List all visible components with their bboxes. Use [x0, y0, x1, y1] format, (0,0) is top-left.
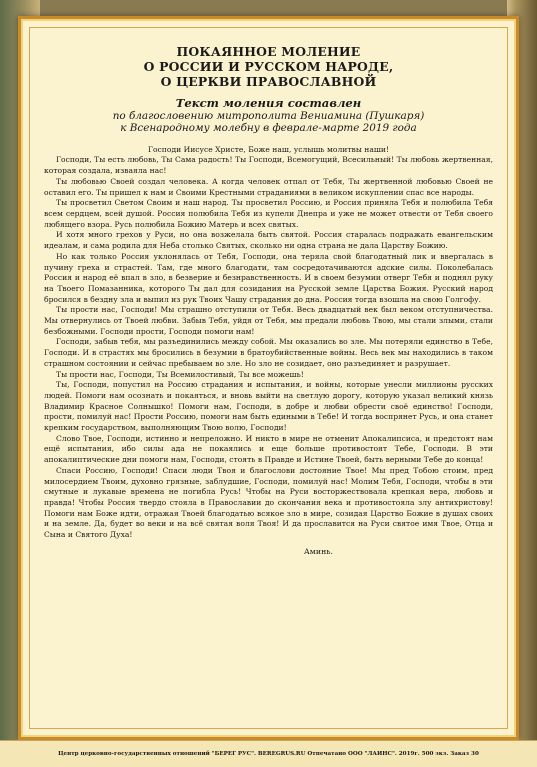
prayer-paragraph: Господи Иисусе Христе, Боже наш, услышь молитвы наши!: [147, 144, 390, 154]
subtitle-line-1: Текст моления составлен: [175, 96, 362, 110]
subtitle-line-2: по благословению митрополита Вениамина (Пушкаря): [112, 109, 425, 122]
title-line-3: О ЦЕРКВИ ПРАВОСЛАВНОЙ: [160, 74, 377, 89]
prayer-paragraph: И хотя много грехов у Руси, но она возжелала быть святой. Россия старалась подражать евангельским идеалам, и сама родила для Неба столько Святых, сколько ни одна страна не дала Царству Божию.: [44, 230, 493, 251]
document-frame: [18, 16, 519, 740]
subtitle-line-3: к Всенародному молебну в феврале-марте 2019 года: [120, 122, 417, 135]
prayer-paragraph: Ты, Господи, попустил на Россию страдания и испытания, и войны, которые унесли миллионы русских людей. Помоги нам осознать и покаяться, и вновь выйти на светлую дорогу, которую указал великий князь Владимир Красное Солнышко! Помоги нам, Господи, в добре и любви обрести своё единство! Господи, прости, помилуй нас! Прости Россию, помоги нам быть едиными в Тебе! И тогда воспрянет Русь, и она станет крепким государством, выполняющим Твою волю, Господи!: [44, 380, 493, 433]
prayer-paragraph: Спаси Россию, Господи! Спаси люди Твоя и благослови достояние Твое! Мы пред Тобою стоим, пред милосердием Твоим, духовно грязные, заблудшие, Господи, помилуй нас! Молим Тебя, Господи, чтобы в эти смутные и лукавые времена не погибла Русь! Чтобы на Руси восторжествовала крепкая вера, любовь и правда! Чтобы Россия твердо стояла в Православии до скончания века и противостояла злу антихристову! Помоги нам Боже идти, отражая Твоей благодатью всякое зло в мире, созидая Царство Божие в душах своих и на земле. Да, будет во веки и на всё святая воля Твоя! И да прославится на Руси святое имя Твое, Отца и Сына и Святого Духа!: [44, 465, 493, 540]
document-content: [29, 27, 508, 729]
prayer-paragraph: Господи, забыв тебя, мы разъединились между собой. Мы оказались во зле. Мы потеряли единство в Тебе, Господи. И в страстях мы бросились в безумии в братоубийственные войны. Весь век мы находились в таком страшном состоянии и сейчас пребываем во зле. Но зло не созидает, оно разъединяет и разрушает.: [44, 337, 493, 368]
publisher-footer: Центр церковно-государственных отношений "БЕРЕГ РУС". BEREGRUS.RU Отпечатано ООО "ЛАИНС". 2019г. 500 экз. Заказ 30: [0, 740, 537, 767]
prayer-paragraph: Но как только Россия уклонялась от Тебя, Господи, она теряла свой благодатный лик и ввергалась в пучину греха и страстей. Там, где много благодати, там сосредотачиваются адские силы. Поколебалась Россия и народ её впал в зло, в безверие и безнравственность. И в своем безумии отверг Тебя и поднял руку на Твоего Помазанника, которого Ты дал для созидания на Русской земле Царства Божия. Русский народ бросился в бездну зла и выпил из рук Твоих Чашу страдания до дна. Россия тогда взошла на свою Голгофу.: [44, 251, 493, 304]
document-title: [44, 44, 493, 89]
prayer-body: [44, 145, 493, 556]
prayer-paragraph: Ты просветил Светом Своим и наш народ. Ты просветил Россию, и Россия приняла Тебя и полюбила Тебя всем сердцем, всей душой. Россия полюбила Тебя из купели Днепра и уже не может отвести от Тебя своего любящего взора. Русь полюбила Божию Матерь и всех святых.: [44, 198, 493, 229]
prayer-paragraph: Слово Твое, Господи, истинно и непреложно. И никто в мире не отменит Апокалипсиса, и предстоят нам ещё испытания, ибо силы ада не покаялись и еще больше противостоят Тебе, Господи. В эти апокалиптические дни помоги нам, Господи, стоять в Правде и Истине Твоей, быть верными Тебе до конца!: [44, 433, 493, 465]
title-line-1: ПОКАЯННОЕ МОЛЕНИЕ: [176, 44, 361, 59]
document-subtitle: [44, 97, 493, 135]
prayer-paragraph: Ты любовью Своей создал человека. А когда человек отпал от Тебя, Ты жертвенной любовью Своей не оставил его. Ты пришел к нам и Своими Крестными страданиями в великом искуплении спас все народы.: [44, 176, 493, 197]
prayer-paragraph: Ты прости нас, Господи! Мы страшно отступили от Тебя. Весь двадцатый век был веком отступничества. Мы отвернулись от Твоей любви. Забыв Тебя, уйдя от Тебя, мы предали любовь Твою, мы стали злыми, стали безбожными. Господи прости, Господи помоги нам!: [44, 305, 493, 336]
prayer-paragraph: Господи, Ты есть любовь, Ты Сама радость! Ты Господи, Всемогущий, Всесильный! Ты любовь жертвенная, которая создала, изваяла нас!: [44, 155, 493, 176]
prayer-paragraph: Ты прости нас, Господи, Ты Всемилостивый, Ты все можешь!: [56, 369, 304, 379]
amen-text: Аминь.: [303, 546, 333, 556]
title-line-2: О РОССИИ И РУССКОМ НАРОДЕ,: [143, 59, 394, 74]
